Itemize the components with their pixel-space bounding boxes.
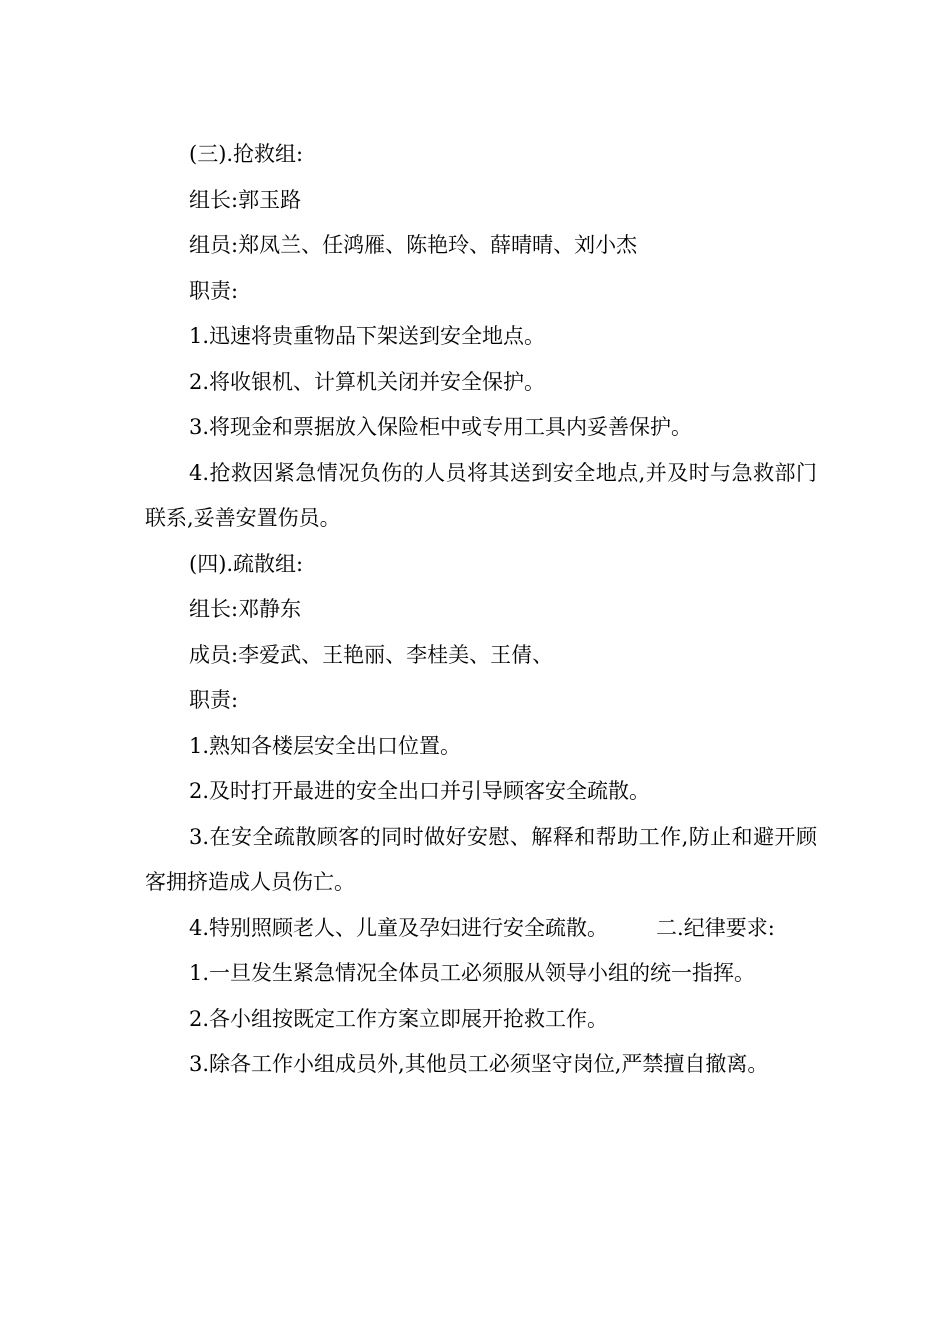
document-page [145, 132, 817, 1088]
evacuation-group-members: 成员:李爱武、王艳丽、李桂美、王倩、 [189, 642, 554, 667]
rescue-group-leader: 组长:郭玉路 [189, 187, 302, 212]
rescue-duties-label: 职责: [189, 278, 239, 303]
rescue-duty-item: 2.将收银机、计算机关闭并安全保护。 [189, 369, 546, 394]
evacuation-duties-label: 职责: [189, 688, 239, 712]
discipline-item: 1.一旦发生紧急情况全体员工必须服从领导小组的统一指挥。 [189, 961, 756, 985]
rescue-duty-item: 3.将现金和票据放入保险柜中或专用工具内妥善保护。 [189, 415, 693, 439]
rescue-group-members: 组员:郑凤兰、任鸿雁、陈艳玲、薛晴晴、刘小杰 [189, 233, 638, 257]
evacuation-group-heading: (四).疏散组: [189, 551, 304, 576]
evacuation-duty-item: 2.及时打开最进的安全出口并引导顾客安全疏散。 [189, 779, 651, 803]
evacuation-duty-item: 3.在安全疏散顾客的同时做好安慰、解释和帮助工作,防止和避开顾客拥挤造成人员伤亡。 [145, 824, 817, 894]
discipline-heading: 二.纪律要求: [656, 915, 775, 940]
evacuation-group-leader: 组长:邓静东 [189, 597, 302, 621]
rescue-duty-item: 4.抢救因紧急情况负伤的人员将其送到安全地点,并及时与急救部门联系,妥善安置伤员。 [145, 460, 817, 530]
rescue-group-heading: (三).抢救组: [189, 142, 304, 166]
evacuation-duty-item: 4.特别照顾老人、儿童及孕妇进行安全疏散。 [189, 915, 609, 940]
discipline-item: 3.除各工作小组成员外,其他员工必须坚守岗位,严禁擅自撤离。 [189, 1052, 769, 1076]
evacuation-duty-item: 1.熟知各楼层安全出口位置。 [189, 733, 462, 758]
discipline-item: 2.各小组按既定工作方案立即展开抢救工作。 [189, 1006, 609, 1031]
evacuation-duty-and-discipline-line [145, 906, 817, 952]
rescue-duty-item: 1.迅速将贵重物品下架送到安全地点。 [189, 324, 546, 348]
